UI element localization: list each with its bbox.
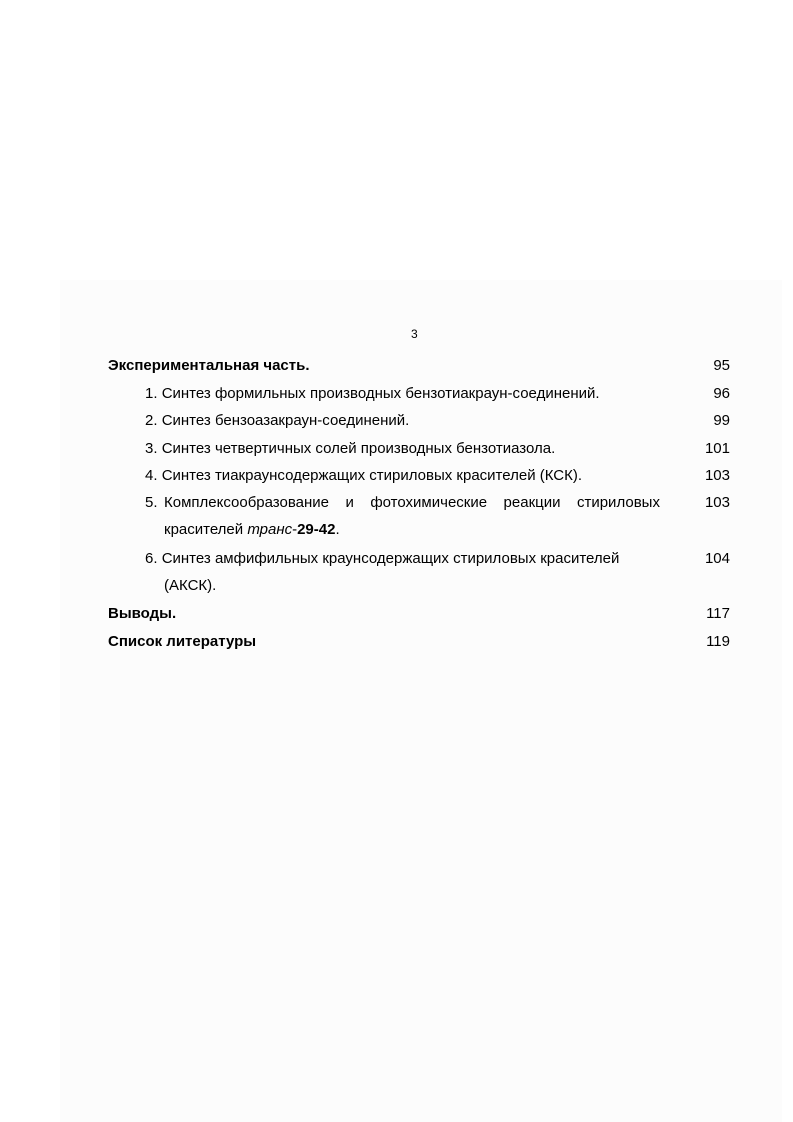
toc-item-1 <box>145 385 600 403</box>
toc-page-references: 119 <box>706 633 730 650</box>
toc-item-text: Синтез тиакраунсодержащих стириловых красителей (КСК). <box>161 467 583 484</box>
toc-item-text-bold: 29-42 <box>297 521 336 538</box>
toc-item-4 <box>145 467 582 485</box>
toc-item-2 <box>145 412 409 430</box>
toc-item-6-line2: (АКСК). <box>164 577 217 594</box>
toc-item-word: Комплексообразование <box>164 494 329 511</box>
toc-page-experimental: 95 <box>713 357 730 374</box>
toc-item-page: 99 <box>713 412 730 429</box>
toc-item-page: 103 <box>704 494 730 511</box>
toc-page-conclusions: 117 <box>706 605 730 622</box>
toc-item-text-dash: - <box>292 521 298 538</box>
toc-item-page: 103 <box>704 467 730 484</box>
toc-item-page: 104 <box>704 550 730 567</box>
toc-heading-experimental: Экспериментальная часть. <box>108 357 310 374</box>
toc-item-word: реакции <box>503 494 561 511</box>
toc-item-3 <box>145 440 555 458</box>
toc-item-text: Синтез формильных производных бензотиакраун-соединений. <box>161 385 600 402</box>
toc-item-page: 96 <box>713 385 730 402</box>
page-number: 3 <box>411 327 418 341</box>
toc-item-number: 3. <box>145 440 158 457</box>
page-background <box>60 280 782 1122</box>
toc-item-number: 1. <box>145 385 158 402</box>
toc-item-5-line2 <box>164 521 340 539</box>
toc-item-number: 4. <box>145 467 158 484</box>
toc-item-text: Синтез бензоазакраун-соединений. <box>161 412 410 429</box>
toc-item-page: 101 <box>704 440 730 457</box>
toc-item-text-plain: красителей <box>164 521 248 538</box>
toc-item-number: 6. <box>145 550 158 567</box>
toc-item-text-italic: транс <box>247 521 293 538</box>
toc-item-word: стириловых <box>576 494 660 511</box>
toc-item-text: Синтез амфифильных краунсодержащих стириловых красителей <box>161 550 620 567</box>
toc-item-text: Синтез четвертичных солей производных бензотиазола. <box>161 440 556 457</box>
toc-heading-references: Список литературы <box>108 633 257 650</box>
toc-heading-conclusions: Выводы. <box>108 605 177 622</box>
toc-item-5-line1 <box>164 494 660 512</box>
toc-item-word: и <box>345 494 354 511</box>
toc-item-6 <box>145 550 619 568</box>
toc-item-text-end: . <box>335 521 340 538</box>
toc-item-word: фотохимические <box>370 494 488 511</box>
toc-item-number: 2. <box>145 412 158 429</box>
toc-item-5-number: 5. <box>145 494 158 511</box>
